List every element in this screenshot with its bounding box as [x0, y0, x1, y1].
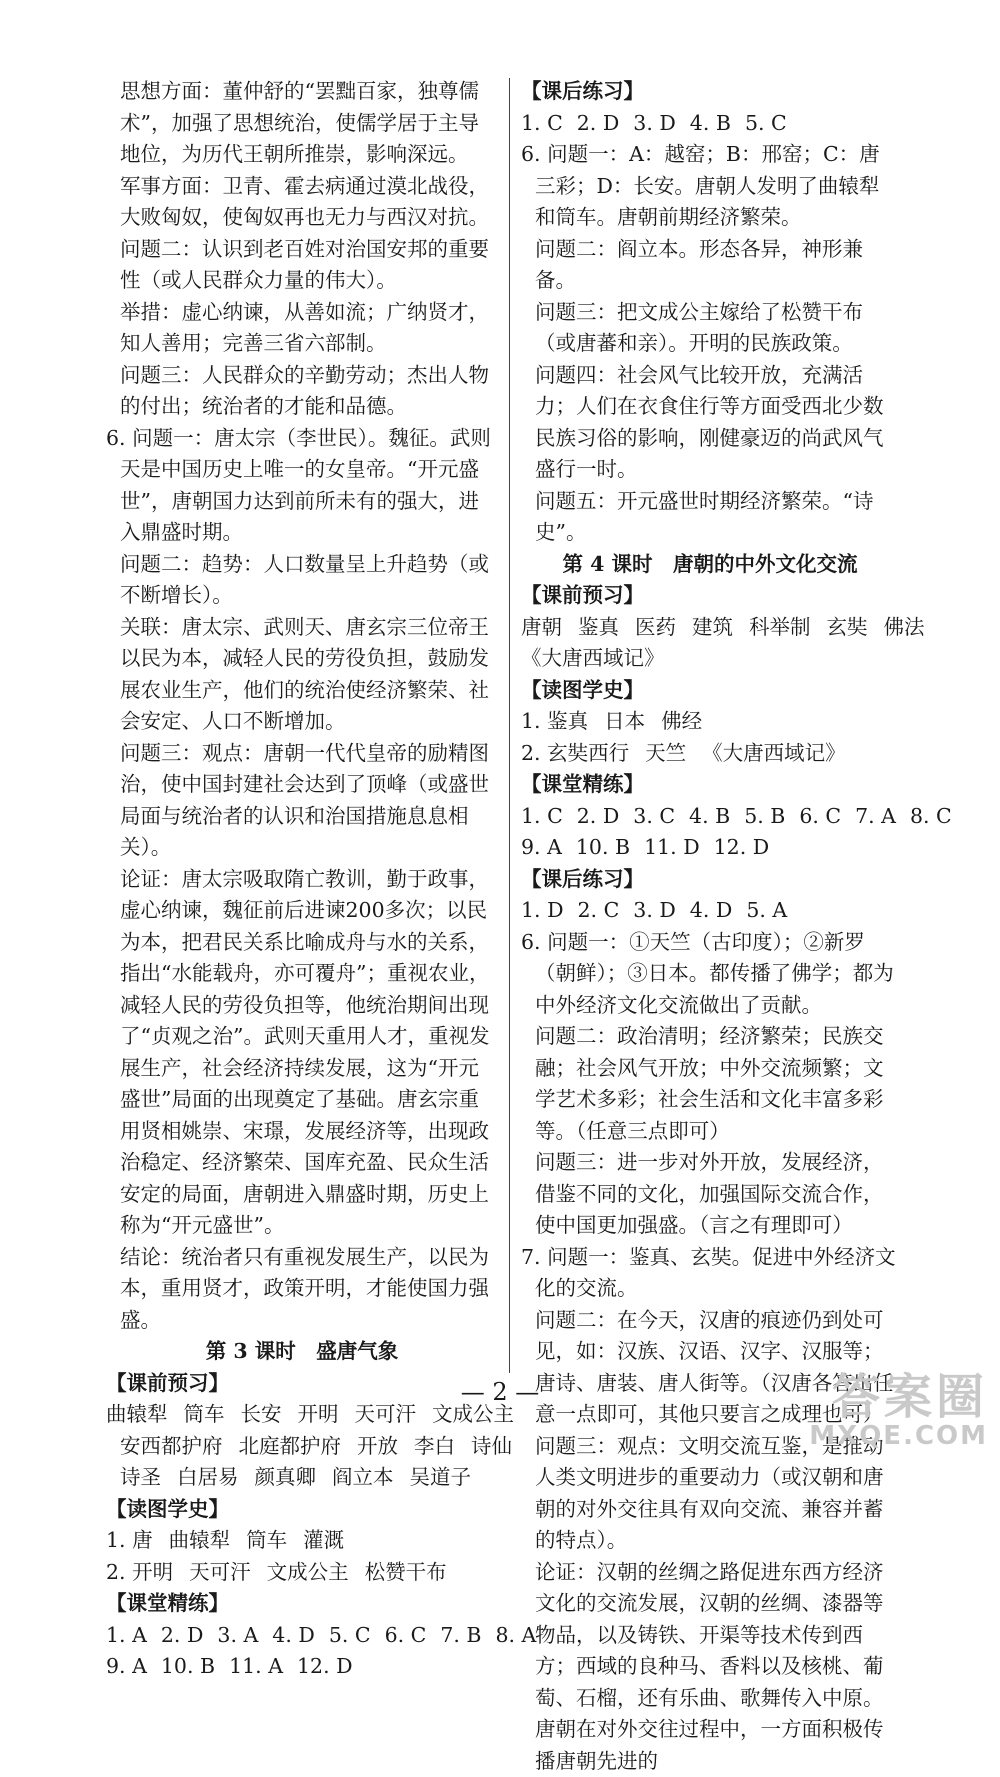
answer-paragraph: 问题五：开元盛世时期经济繁荣。“诗史”。: [521, 486, 899, 549]
watermark-url: MXQE.COM: [809, 1421, 988, 1451]
answer-paragraph: 问题二：在今天，汉唐的痕迹仍到处可见，如：汉族、汉语、汉字、汉服等；唐诗、唐装、唐人街等。（汉唐各答出任意一点即可，其他只要言之成理也可）: [521, 1305, 899, 1431]
answer-paragraph: 论证：唐太宗吸取隋亡教训，勤于政事，虚心纳谏，魏征前后进谏200多次；以民为本，把君民关系比喻成舟与水的关系，指出“水能载舟，亦可覆舟”；重视农业，减轻人民的劳役负担等，他统治期间出现了“贞观之治”。武则天重用人才，重视发展生产，社会经济持续发展，这为“开元盛世”局面的出现奠定了基础。唐玄宗重用贤相姚崇、宋璟，发展经济等，出现政治稳定、经济繁荣、国库充盈、民众生活安定的局面，唐朝进入鼎盛时期，历史上称为“开元盛世”。: [106, 864, 498, 1242]
answer-paragraph: 6. 问题一：A：越窑；B：邢窑；C：唐三彩；D：长安。唐朝人发明了曲辕犁和筒车。唐朝前期经济繁荣。: [521, 139, 899, 234]
answer-paragraph: 问题三：进一步对外开放，发展经济，借鉴不同的文化，加强国际交流合作，使中国更加强盛。（言之有理即可）: [521, 1147, 899, 1242]
lesson-4-title: 第 4 课时 唐朝的中外文化交流: [521, 549, 899, 581]
answer-key-row: 9. A 10. B 11. A 12. D: [106, 1651, 498, 1683]
page-number: — 2 —: [0, 1378, 1000, 1406]
answer-paragraph: 论证：汉朝的丝绸之路促进东西方经济文化的交流发展，汉朝的丝绸、漆器等物品，以及铸铁、开渠等技术传到西方；西域的良种马、香料以及核桃、葡萄、石榴，还有乐曲、歌舞传入中原。唐朝在对外交往过程中，一方面积极传播唐朝先进的: [521, 1557, 899, 1777]
answer-paragraph: 举措：虚心纳谏，从善如流；广纳贤才，知人善用；完善三省六部制。: [106, 297, 498, 360]
lesson-3-title: 第 3 课时 盛唐气象: [106, 1336, 498, 1368]
answer-paragraph: 思想方面：董仲舒的“罢黜百家，独尊儒术”，加强了思想统治，使儒学居于主导地位，为历代王朝所推崇，影响深远。: [106, 76, 498, 171]
answer-paragraph: 问题三：观点：唐朝一代代皇帝的励精图治，使中国封建社会达到了顶峰（或盛世局面与统治者的认识和治国措施息息相关）。: [106, 738, 498, 864]
section-heading-after: 【课后练习】: [521, 864, 899, 896]
keyword-row: 2. 玄奘西行 天竺 《大唐西域记》: [521, 738, 899, 770]
answer-key-row: 9. A 10. B 11. D 12. D: [521, 832, 899, 864]
answer-paragraph: 关联：唐太宗、武则天、唐玄宗三位帝王以民为本，减轻人民的劳役负担，鼓励发展农业生产，他们的统治使经济繁荣、社会安定、人口不断增加。: [106, 612, 498, 738]
answer-paragraph: 问题二：趋势：人口数量呈上升趋势（或不断增长）。: [106, 549, 498, 612]
answer-paragraph: 6. 问题一：①天竺（古印度）；②新罗（朝鲜）；③日本。都传播了佛学；都为中外经济文化交流做出了贡献。: [521, 927, 899, 1022]
section-heading-after: 【课后练习】: [521, 76, 899, 108]
answer-paragraph: 问题四：社会风气比较开放，充满活力；人们在衣食住行等方面受西北少数民族习俗的影响，刚健豪迈的尚武风气盛行一时。: [521, 360, 899, 486]
section-heading-map: 【读图学史】: [106, 1494, 498, 1526]
keyword-row: 曲辕犁 筒车 长安 开明 天可汗 文成公主: [106, 1399, 498, 1431]
answer-paragraph: 问题二：阎立本。形态各异，神形兼备。: [521, 234, 899, 297]
keyword-row: 1. 唐 曲辕犁 筒车 灌溉: [106, 1525, 498, 1557]
answer-paragraph: 问题二：政治清明；经济繁荣；民族交融；社会风气开放；中外交流频繁；文学艺术多彩；社会生活和文化丰富多彩等。（任意三点即可）: [521, 1021, 899, 1147]
keyword-row: 1. 鉴真 日本 佛经: [521, 706, 899, 738]
answer-paragraph: 7. 问题一：鉴真、玄奘。促进中外经济文化的交流。: [521, 1242, 899, 1305]
answer-paragraph: 问题二：认识到老百姓对治国安邦的重要性（或人民群众力量的伟大）。: [106, 234, 498, 297]
answer-key-row: 1. A 2. D 3. A 4. D 5. C 6. C 7. B 8. A: [106, 1620, 498, 1652]
right-column: [521, 76, 899, 1777]
section-heading-map: 【读图学史】: [521, 675, 899, 707]
answer-key-row: 1. D 2. C 3. D 4. D 5. A: [521, 895, 899, 927]
column-divider: [509, 78, 510, 1373]
watermark-logo: 答案圈: [809, 1373, 988, 1421]
section-heading-class: 【课堂精练】: [106, 1588, 498, 1620]
answer-paragraph: 问题三：人民群众的辛勤劳动；杰出人物的付出；统治者的才能和品德。: [106, 360, 498, 423]
answer-paragraph: 问题三：观点：文明交流互鉴，是推动人类文明进步的重要动力（或汉朝和唐朝的对外交往具有双向交流、兼容并蓄的特点）。: [521, 1431, 899, 1557]
section-heading-class: 【课堂精练】: [521, 769, 899, 801]
answer-key-row: 1. C 2. D 3. D 4. B 5. C: [521, 108, 899, 140]
answer-key-row: 1. C 2. D 3. C 4. B 5. B 6. C 7. A 8. C: [521, 801, 899, 833]
answer-paragraph: 6. 问题一：唐太宗（李世民）。魏征。武则天是中国历史上唯一的女皇帝。“开元盛世”，唐朝国力达到前所未有的强大，进入鼎盛时期。: [106, 423, 498, 549]
keyword-row: 安西都护府 北庭都护府 开放 李白 诗仙: [106, 1431, 498, 1463]
keyword-row: 2. 开明 天可汗 文成公主 松赞干布: [106, 1557, 498, 1589]
answer-paragraph: 军事方面：卫青、霍去病通过漠北战役，大败匈奴，使匈奴再也无力与西汉对抗。: [106, 171, 498, 234]
keyword-row: 诗圣 白居易 颜真卿 阎立本 吴道子: [106, 1462, 498, 1494]
left-column: [106, 76, 498, 1683]
answer-paragraph: 问题三：把文成公主嫁给了松赞干布（或唐蕃和亲）。开明的民族政策。: [521, 297, 899, 360]
keyword-row: 唐朝 鉴真 医药 建筑 科举制 玄奘 佛法: [521, 612, 899, 644]
section-heading-preview: 【课前预习】: [521, 580, 899, 612]
site-watermark: [809, 1373, 988, 1451]
answer-paragraph: 结论：统治者只有重视发展生产，以民为本，重用贤才，政策开明，才能使国力强盛。: [106, 1242, 498, 1337]
keyword-row: 《大唐西域记》: [521, 643, 899, 675]
section-heading-preview: 【课前预习】: [106, 1368, 498, 1400]
